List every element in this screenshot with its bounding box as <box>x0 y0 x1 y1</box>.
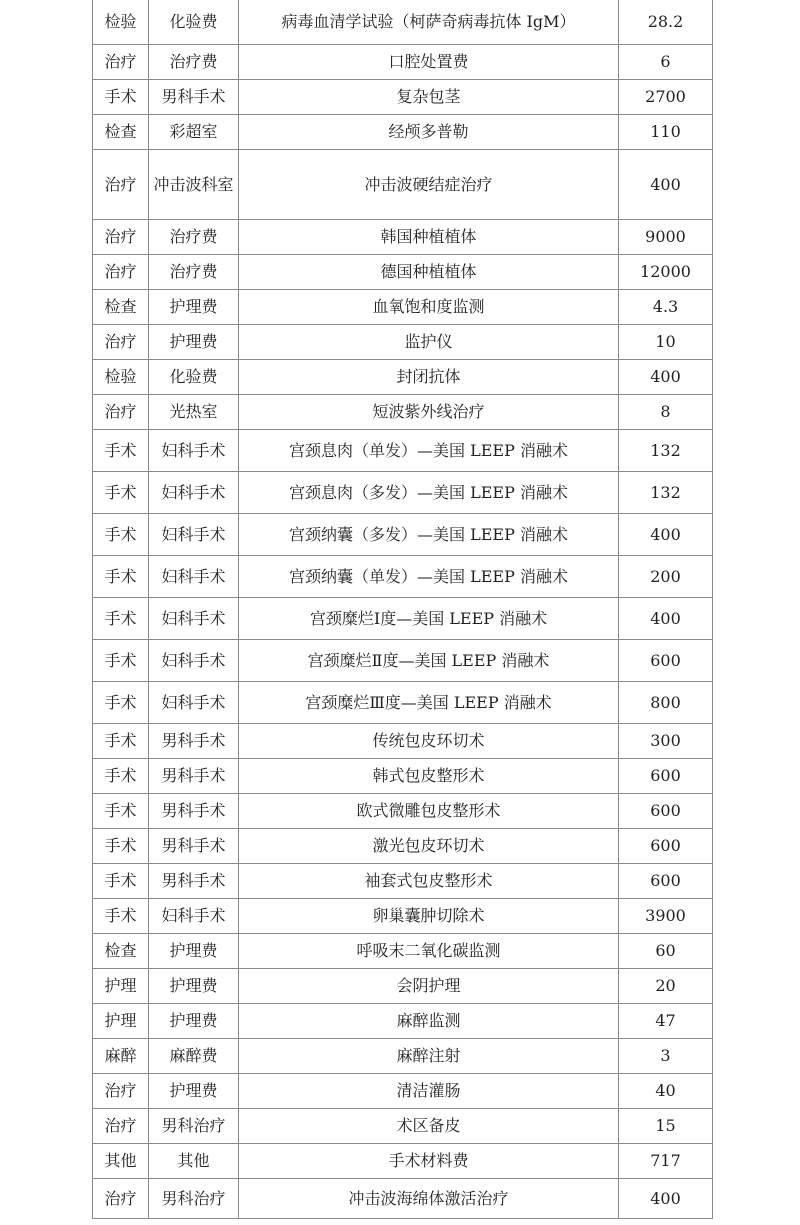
item-name-cell: 冲击波硬结症治疗 <box>239 150 619 220</box>
category-cell: 麻醉 <box>93 1039 149 1074</box>
department-cell: 护理费 <box>149 934 239 969</box>
item-name-cell: 呼吸末二氧化碳监测 <box>239 934 619 969</box>
category-cell: 其他 <box>93 1144 149 1179</box>
item-name-cell: 宫颈糜烂Ⅲ度—美国 LEEP 消融术 <box>239 682 619 724</box>
table-row <box>93 0 713 45</box>
price-cell: 600 <box>619 640 713 682</box>
item-name-cell: 宫颈糜烂Ⅰ度—美国 LEEP 消融术 <box>239 598 619 640</box>
department-cell: 护理费 <box>149 1004 239 1039</box>
department-cell: 妇科手术 <box>149 899 239 934</box>
table-row <box>93 1109 713 1144</box>
category-cell: 手术 <box>93 514 149 556</box>
category-cell: 手术 <box>93 899 149 934</box>
department-cell: 护理费 <box>149 1074 239 1109</box>
department-cell: 妇科手术 <box>149 556 239 598</box>
department-cell: 男科手术 <box>149 864 239 899</box>
table-row <box>93 1179 713 1219</box>
category-cell: 手术 <box>93 430 149 472</box>
item-name-cell: 韩式包皮整形术 <box>239 759 619 794</box>
category-cell: 治疗 <box>93 45 149 80</box>
item-name-cell: 德国种植植体 <box>239 255 619 290</box>
department-cell: 妇科手术 <box>149 682 239 724</box>
price-cell: 132 <box>619 472 713 514</box>
table-row <box>93 759 713 794</box>
table-row <box>93 598 713 640</box>
department-cell: 护理费 <box>149 290 239 325</box>
price-cell: 12000 <box>619 255 713 290</box>
department-cell: 妇科手术 <box>149 514 239 556</box>
department-cell: 护理费 <box>149 325 239 360</box>
price-cell: 47 <box>619 1004 713 1039</box>
table-row <box>93 472 713 514</box>
department-cell: 彩超室 <box>149 115 239 150</box>
table-row <box>93 682 713 724</box>
table-row <box>93 794 713 829</box>
price-cell: 600 <box>619 759 713 794</box>
item-name-cell: 经颅多普勒 <box>239 115 619 150</box>
table-row <box>93 395 713 430</box>
department-cell: 男科手术 <box>149 794 239 829</box>
item-name-cell: 卵巢囊肿切除术 <box>239 899 619 934</box>
category-cell: 手术 <box>93 724 149 759</box>
department-cell: 男科手术 <box>149 724 239 759</box>
price-cell: 400 <box>619 514 713 556</box>
price-cell: 3 <box>619 1039 713 1074</box>
department-cell: 妇科手术 <box>149 598 239 640</box>
table-row <box>93 115 713 150</box>
table-row <box>93 899 713 934</box>
department-cell: 光热室 <box>149 395 239 430</box>
item-name-cell: 血氧饱和度监测 <box>239 290 619 325</box>
price-cell: 400 <box>619 598 713 640</box>
price-cell: 40 <box>619 1074 713 1109</box>
item-name-cell: 传统包皮环切术 <box>239 724 619 759</box>
price-cell: 110 <box>619 115 713 150</box>
category-cell: 手术 <box>93 472 149 514</box>
category-cell: 护理 <box>93 1004 149 1039</box>
item-name-cell: 冲击波海绵体激活治疗 <box>239 1179 619 1219</box>
table-row <box>93 724 713 759</box>
item-name-cell: 病毒血清学试验（柯萨奇病毒抗体 IgM） <box>239 0 619 45</box>
price-cell: 28.2 <box>619 0 713 45</box>
table-row <box>93 1039 713 1074</box>
table-row <box>93 969 713 1004</box>
department-cell: 化验费 <box>149 0 239 45</box>
item-name-cell: 韩国种植植体 <box>239 220 619 255</box>
item-name-cell: 麻醉监测 <box>239 1004 619 1039</box>
table-row <box>93 556 713 598</box>
price-cell: 400 <box>619 360 713 395</box>
category-cell: 治疗 <box>93 1109 149 1144</box>
item-name-cell: 手术材料费 <box>239 1144 619 1179</box>
category-cell: 护理 <box>93 969 149 1004</box>
department-cell: 冲击波科室 <box>149 150 239 220</box>
table-row <box>93 1004 713 1039</box>
table-row <box>93 864 713 899</box>
price-cell: 600 <box>619 829 713 864</box>
department-cell: 妇科手术 <box>149 430 239 472</box>
category-cell: 检验 <box>93 0 149 45</box>
price-cell: 20 <box>619 969 713 1004</box>
table-row <box>93 430 713 472</box>
category-cell: 手术 <box>93 682 149 724</box>
item-name-cell: 会阴护理 <box>239 969 619 1004</box>
category-cell: 手术 <box>93 794 149 829</box>
item-name-cell: 宫颈息肉（多发）—美国 LEEP 消融术 <box>239 472 619 514</box>
item-name-cell: 口腔处置费 <box>239 45 619 80</box>
department-cell: 男科手术 <box>149 829 239 864</box>
table-row <box>93 640 713 682</box>
category-cell: 治疗 <box>93 255 149 290</box>
price-cell: 400 <box>619 1179 713 1219</box>
table-row <box>93 290 713 325</box>
department-cell: 护理费 <box>149 969 239 1004</box>
department-cell: 妇科手术 <box>149 640 239 682</box>
department-cell: 治疗费 <box>149 220 239 255</box>
department-cell: 男科手术 <box>149 759 239 794</box>
category-cell: 检查 <box>93 290 149 325</box>
fee-table <box>92 0 713 1219</box>
item-name-cell: 麻醉注射 <box>239 1039 619 1074</box>
item-name-cell: 激光包皮环切术 <box>239 829 619 864</box>
department-cell: 麻醉费 <box>149 1039 239 1074</box>
price-cell: 717 <box>619 1144 713 1179</box>
price-cell: 10 <box>619 325 713 360</box>
department-cell: 治疗费 <box>149 255 239 290</box>
table-row <box>93 325 713 360</box>
table-row <box>93 514 713 556</box>
item-name-cell: 监护仪 <box>239 325 619 360</box>
table-row <box>93 360 713 395</box>
table-row <box>93 45 713 80</box>
table-row <box>93 829 713 864</box>
category-cell: 治疗 <box>93 1074 149 1109</box>
department-cell: 治疗费 <box>149 45 239 80</box>
category-cell: 手术 <box>93 556 149 598</box>
item-name-cell: 宫颈息肉（单发）—美国 LEEP 消融术 <box>239 430 619 472</box>
table-row <box>93 255 713 290</box>
price-cell: 6 <box>619 45 713 80</box>
category-cell: 手术 <box>93 80 149 115</box>
price-cell: 60 <box>619 934 713 969</box>
category-cell: 治疗 <box>93 220 149 255</box>
category-cell: 治疗 <box>93 325 149 360</box>
fee-table-body <box>93 0 713 1219</box>
price-cell: 15 <box>619 1109 713 1144</box>
table-row <box>93 934 713 969</box>
price-cell: 600 <box>619 864 713 899</box>
item-name-cell: 封闭抗体 <box>239 360 619 395</box>
price-cell: 800 <box>619 682 713 724</box>
department-cell: 妇科手术 <box>149 472 239 514</box>
table-row <box>93 220 713 255</box>
category-cell: 检查 <box>93 115 149 150</box>
table-row <box>93 1144 713 1179</box>
table-row <box>93 80 713 115</box>
price-cell: 132 <box>619 430 713 472</box>
category-cell: 手术 <box>93 864 149 899</box>
category-cell: 治疗 <box>93 150 149 220</box>
item-name-cell: 宫颈纳囊（单发）—美国 LEEP 消融术 <box>239 556 619 598</box>
item-name-cell: 复杂包茎 <box>239 80 619 115</box>
price-cell: 3900 <box>619 899 713 934</box>
table-row <box>93 1074 713 1109</box>
price-cell: 200 <box>619 556 713 598</box>
item-name-cell: 清洁灌肠 <box>239 1074 619 1109</box>
price-cell: 300 <box>619 724 713 759</box>
department-cell: 男科治疗 <box>149 1179 239 1219</box>
category-cell: 治疗 <box>93 395 149 430</box>
category-cell: 手术 <box>93 640 149 682</box>
price-cell: 2700 <box>619 80 713 115</box>
item-name-cell: 短波紫外线治疗 <box>239 395 619 430</box>
item-name-cell: 术区备皮 <box>239 1109 619 1144</box>
category-cell: 手术 <box>93 598 149 640</box>
item-name-cell: 宫颈纳囊（多发）—美国 LEEP 消融术 <box>239 514 619 556</box>
category-cell: 治疗 <box>93 1179 149 1219</box>
price-cell: 4.3 <box>619 290 713 325</box>
price-cell: 400 <box>619 150 713 220</box>
department-cell: 其他 <box>149 1144 239 1179</box>
department-cell: 化验费 <box>149 360 239 395</box>
price-cell: 9000 <box>619 220 713 255</box>
item-name-cell: 袖套式包皮整形术 <box>239 864 619 899</box>
price-cell: 600 <box>619 794 713 829</box>
category-cell: 手术 <box>93 829 149 864</box>
item-name-cell: 欧式微雕包皮整形术 <box>239 794 619 829</box>
department-cell: 男科治疗 <box>149 1109 239 1144</box>
department-cell: 男科手术 <box>149 80 239 115</box>
category-cell: 手术 <box>93 759 149 794</box>
category-cell: 检验 <box>93 360 149 395</box>
price-cell: 8 <box>619 395 713 430</box>
category-cell: 检查 <box>93 934 149 969</box>
table-row <box>93 150 713 220</box>
item-name-cell: 宫颈糜烂Ⅱ度—美国 LEEP 消融术 <box>239 640 619 682</box>
